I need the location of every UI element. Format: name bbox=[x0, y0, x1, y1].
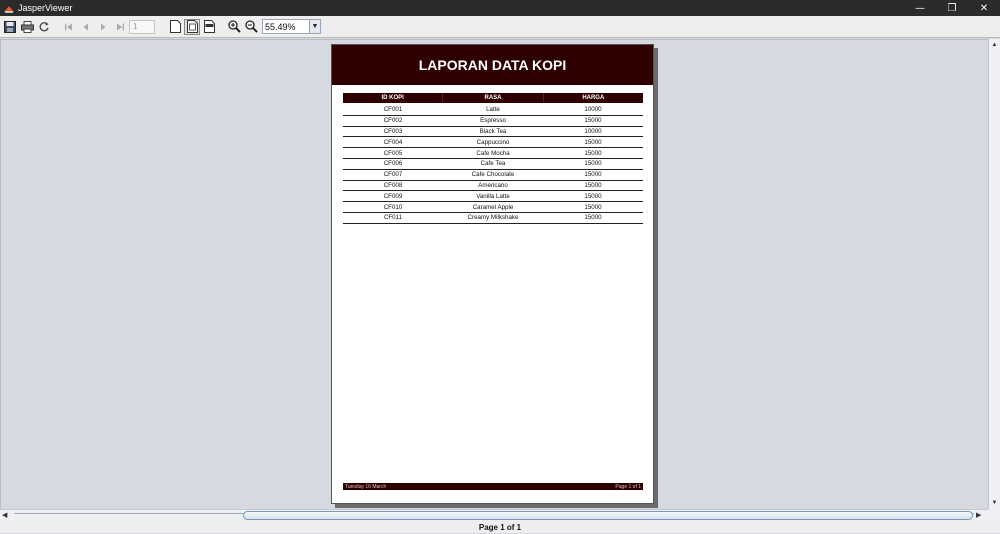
cell-id: CF005 bbox=[383, 149, 403, 157]
column-header-harga: HARGA bbox=[582, 95, 605, 101]
close-button[interactable]: ✕ bbox=[979, 2, 989, 14]
cell-id: CF011 bbox=[383, 214, 403, 222]
cell-harga: 15000 bbox=[584, 149, 602, 157]
cell-rasa: Cafe Tea bbox=[480, 160, 506, 168]
scroll-right-icon[interactable]: ▶ bbox=[976, 512, 982, 519]
cell-rasa: Vanilla Latte bbox=[476, 192, 510, 200]
status-bar: Page 1 of 1 bbox=[0, 521, 1000, 533]
chevron-down-icon[interactable]: ▼ bbox=[309, 20, 320, 33]
report-table bbox=[343, 93, 643, 224]
zoom-value[interactable]: 55.49% bbox=[265, 21, 296, 32]
scroll-up-icon[interactable]: ▲ bbox=[991, 42, 998, 48]
cell-rasa: Cafe Mocha bbox=[476, 149, 510, 157]
cell-id: CF004 bbox=[383, 138, 403, 146]
cell-rasa: Americano bbox=[478, 181, 508, 189]
cell-id: CF003 bbox=[383, 127, 403, 135]
actual-size-icon[interactable] bbox=[167, 19, 183, 35]
save-icon[interactable] bbox=[2, 19, 18, 35]
page-number-input[interactable]: 1 bbox=[129, 20, 155, 34]
cell-harga: 15000 bbox=[584, 203, 602, 211]
scroll-left-icon[interactable]: ◀ bbox=[2, 512, 8, 519]
table-row bbox=[343, 148, 643, 159]
restore-button[interactable]: ❐ bbox=[947, 2, 957, 14]
print-icon[interactable] bbox=[19, 19, 35, 35]
table-row bbox=[343, 170, 643, 181]
first-page-icon[interactable] bbox=[61, 19, 77, 35]
table-row bbox=[343, 127, 643, 138]
cell-harga: 10000 bbox=[584, 127, 602, 135]
cell-harga: 15000 bbox=[584, 181, 602, 189]
cell-harga: 15000 bbox=[584, 214, 602, 222]
cell-id: CF008 bbox=[383, 181, 403, 189]
fit-width-icon[interactable] bbox=[201, 19, 217, 35]
table-row bbox=[343, 181, 643, 192]
previous-page-icon[interactable] bbox=[78, 19, 94, 35]
cell-rasa: Caramel Apple bbox=[472, 203, 514, 211]
cell-harga: 15000 bbox=[584, 138, 602, 146]
table-row bbox=[343, 137, 643, 148]
next-page-icon[interactable] bbox=[95, 19, 111, 35]
scroll-thumb[interactable] bbox=[243, 511, 973, 520]
jasper-logo-icon bbox=[4, 3, 14, 13]
cell-id: CF001 bbox=[383, 106, 403, 114]
cell-rasa: Cafe Chocolate bbox=[471, 171, 515, 179]
table-row bbox=[343, 159, 643, 170]
cell-id: CF007 bbox=[383, 171, 403, 179]
fit-page-icon[interactable] bbox=[184, 19, 200, 35]
scroll-corner bbox=[988, 509, 1000, 521]
title-bar bbox=[0, 0, 1000, 16]
window-title: JasperViewer bbox=[18, 3, 73, 13]
zoom-in-icon[interactable] bbox=[226, 19, 242, 35]
reload-icon[interactable] bbox=[36, 19, 52, 35]
cell-harga: 15000 bbox=[584, 160, 602, 168]
scroll-down-icon[interactable]: ▼ bbox=[991, 500, 998, 506]
table-header bbox=[343, 93, 643, 103]
column-header-id: ID KOPI bbox=[343, 93, 443, 103]
cell-id: CF006 bbox=[383, 160, 403, 168]
zoom-select[interactable] bbox=[262, 19, 321, 34]
cell-harga: 15000 bbox=[584, 192, 602, 200]
table-row bbox=[343, 105, 643, 116]
cell-rasa: Cappuccino bbox=[476, 138, 510, 146]
zoom-out-icon[interactable] bbox=[243, 19, 259, 35]
table-row bbox=[343, 116, 643, 127]
report-footer bbox=[343, 483, 643, 490]
table-row bbox=[343, 213, 643, 224]
horizontal-scrollbar[interactable] bbox=[0, 509, 988, 521]
cell-id: CF009 bbox=[383, 192, 403, 200]
column-header-rasa: RASA bbox=[443, 93, 543, 103]
footer-page-number: Page 1 of 1 bbox=[615, 483, 641, 490]
cell-harga: 10000 bbox=[584, 106, 602, 114]
cell-rasa: Espresso bbox=[480, 117, 506, 125]
minimize-button[interactable]: — bbox=[915, 2, 925, 14]
cell-rasa: Black Tea bbox=[479, 127, 507, 135]
report-title: LAPORAN DATA KOPI bbox=[332, 45, 653, 85]
cell-rasa: Creamy Milkshake bbox=[467, 214, 519, 222]
table-row bbox=[343, 191, 643, 202]
cell-harga: 15000 bbox=[584, 171, 602, 179]
table-body bbox=[343, 105, 643, 224]
last-page-icon[interactable] bbox=[112, 19, 128, 35]
vertical-scrollbar[interactable] bbox=[988, 39, 1000, 509]
cell-id: CF002 bbox=[383, 117, 403, 125]
toolbar bbox=[0, 16, 1000, 38]
table-row bbox=[343, 202, 643, 213]
cell-harga: 15000 bbox=[584, 117, 602, 125]
cell-id: CF010 bbox=[383, 203, 403, 211]
footer-date: Tuesday 16 March bbox=[345, 483, 387, 490]
cell-rasa: Latte bbox=[486, 106, 500, 114]
report-page bbox=[331, 44, 654, 504]
